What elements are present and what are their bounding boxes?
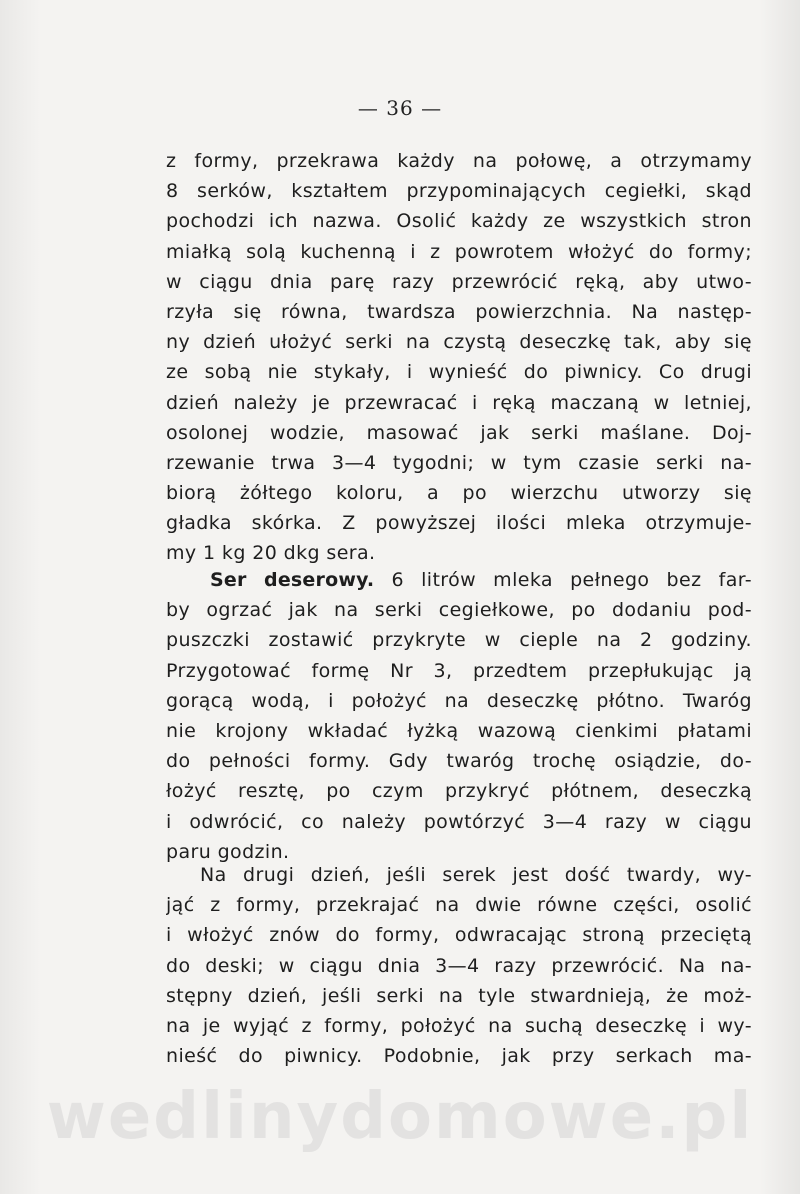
heading-line-rest: 6 litrów mleka pełnego bez far- xyxy=(374,569,752,591)
text-line: rzyła się równa, twardsza powierzchnia. Na następ- xyxy=(166,300,752,323)
text-line: 8 serków, kształtem przypominających cegiełki, skąd xyxy=(166,180,752,203)
text-line: nieść do piwnicy. Podobnie, jak przy serkach ma- xyxy=(166,1045,752,1068)
text-line: Przygotować formę Nr 3, przedtem przepłukując ją xyxy=(166,659,752,682)
text-line: i odwrócić, co należy powtórzyć 3—4 razy w ciągu xyxy=(166,810,752,833)
text-line: osolonej wodzie, masować jak serki maślane. Doj- xyxy=(166,421,752,444)
text-line: do deski; w ciągu dnia 3—4 razy przewrócić. Na na- xyxy=(166,954,752,977)
text-line: łożyć resztę, po czym przykryć płótnem, deseczką xyxy=(166,780,752,803)
text-line: ze sobą nie stykały, i wynieść do piwnicy. Co drugi xyxy=(166,361,752,384)
text-line: i włożyć znów do formy, odwracając stroną przeciętą xyxy=(166,924,752,947)
text-line: w ciągu dnia parę razy przewrócić ręką, aby utwo- xyxy=(166,270,752,293)
text-line: ny dzień ułożyć serki na czystą deseczkę tak, aby się xyxy=(166,331,752,354)
text-line: na je wyjąć z formy, położyć na suchą deseczkę i wy- xyxy=(166,1014,752,1037)
text-line: jąć z formy, przekrajać na dwie równe części, osolić xyxy=(166,894,752,917)
text-line: Na drugi dzień, jeśli serek jest dość twardy, wy- xyxy=(200,864,752,886)
page-number: — 36 — xyxy=(357,96,443,120)
text-line: stępny dzień, jeśli serki na tyle stwardnieją, że moż- xyxy=(166,984,752,1007)
paragraph-1 xyxy=(166,146,752,569)
text-line: my 1 kg 20 dkg sera. xyxy=(166,542,376,565)
text-line: gorącą wodą, i położyć na deseczkę płótno. Twaróg xyxy=(166,689,752,712)
paragraph-2 xyxy=(166,565,752,867)
paragraph-3 xyxy=(166,860,752,1071)
text-line: miałką solą kuchenną i z powrotem włożyć do formy; xyxy=(166,240,752,263)
text-line: rzewanie trwa 3—4 tygodni; w tym czasie serki na- xyxy=(166,451,752,474)
text-line: nie krojony wkładać łyżką wazową cienkimi płatami xyxy=(166,719,752,742)
text-line: biorą żółtego koloru, a po wierzchu utworzy się xyxy=(166,482,752,505)
text-line: by ogrzać jak na serki cegiełkowe, po dodaniu pod- xyxy=(166,599,752,622)
text-line: puszczki zostawić przykryte w cieple na 2 godziny. xyxy=(166,629,752,652)
watermark: wedlinydomowe.pl xyxy=(46,1080,754,1154)
text-line: gładka skórka. Z powyższej ilości mleka otrzymuje- xyxy=(166,512,752,535)
text-line: do pełności formy. Gdy twaróg trochę osiądzie, do- xyxy=(166,750,752,773)
text-line: z formy, przekrawa każdy na połowę, a otrzymamy xyxy=(166,150,752,172)
section-heading: Ser deserowy. xyxy=(210,569,375,591)
text-line: paru godzin. xyxy=(166,840,290,863)
text-line: pochodzi ich nazwa. Osolić każdy ze wszystkich stron xyxy=(166,210,752,233)
text-line-first xyxy=(166,565,752,595)
text-line: dzień należy je przewracać i ręką maczaną w letniej, xyxy=(166,391,752,414)
